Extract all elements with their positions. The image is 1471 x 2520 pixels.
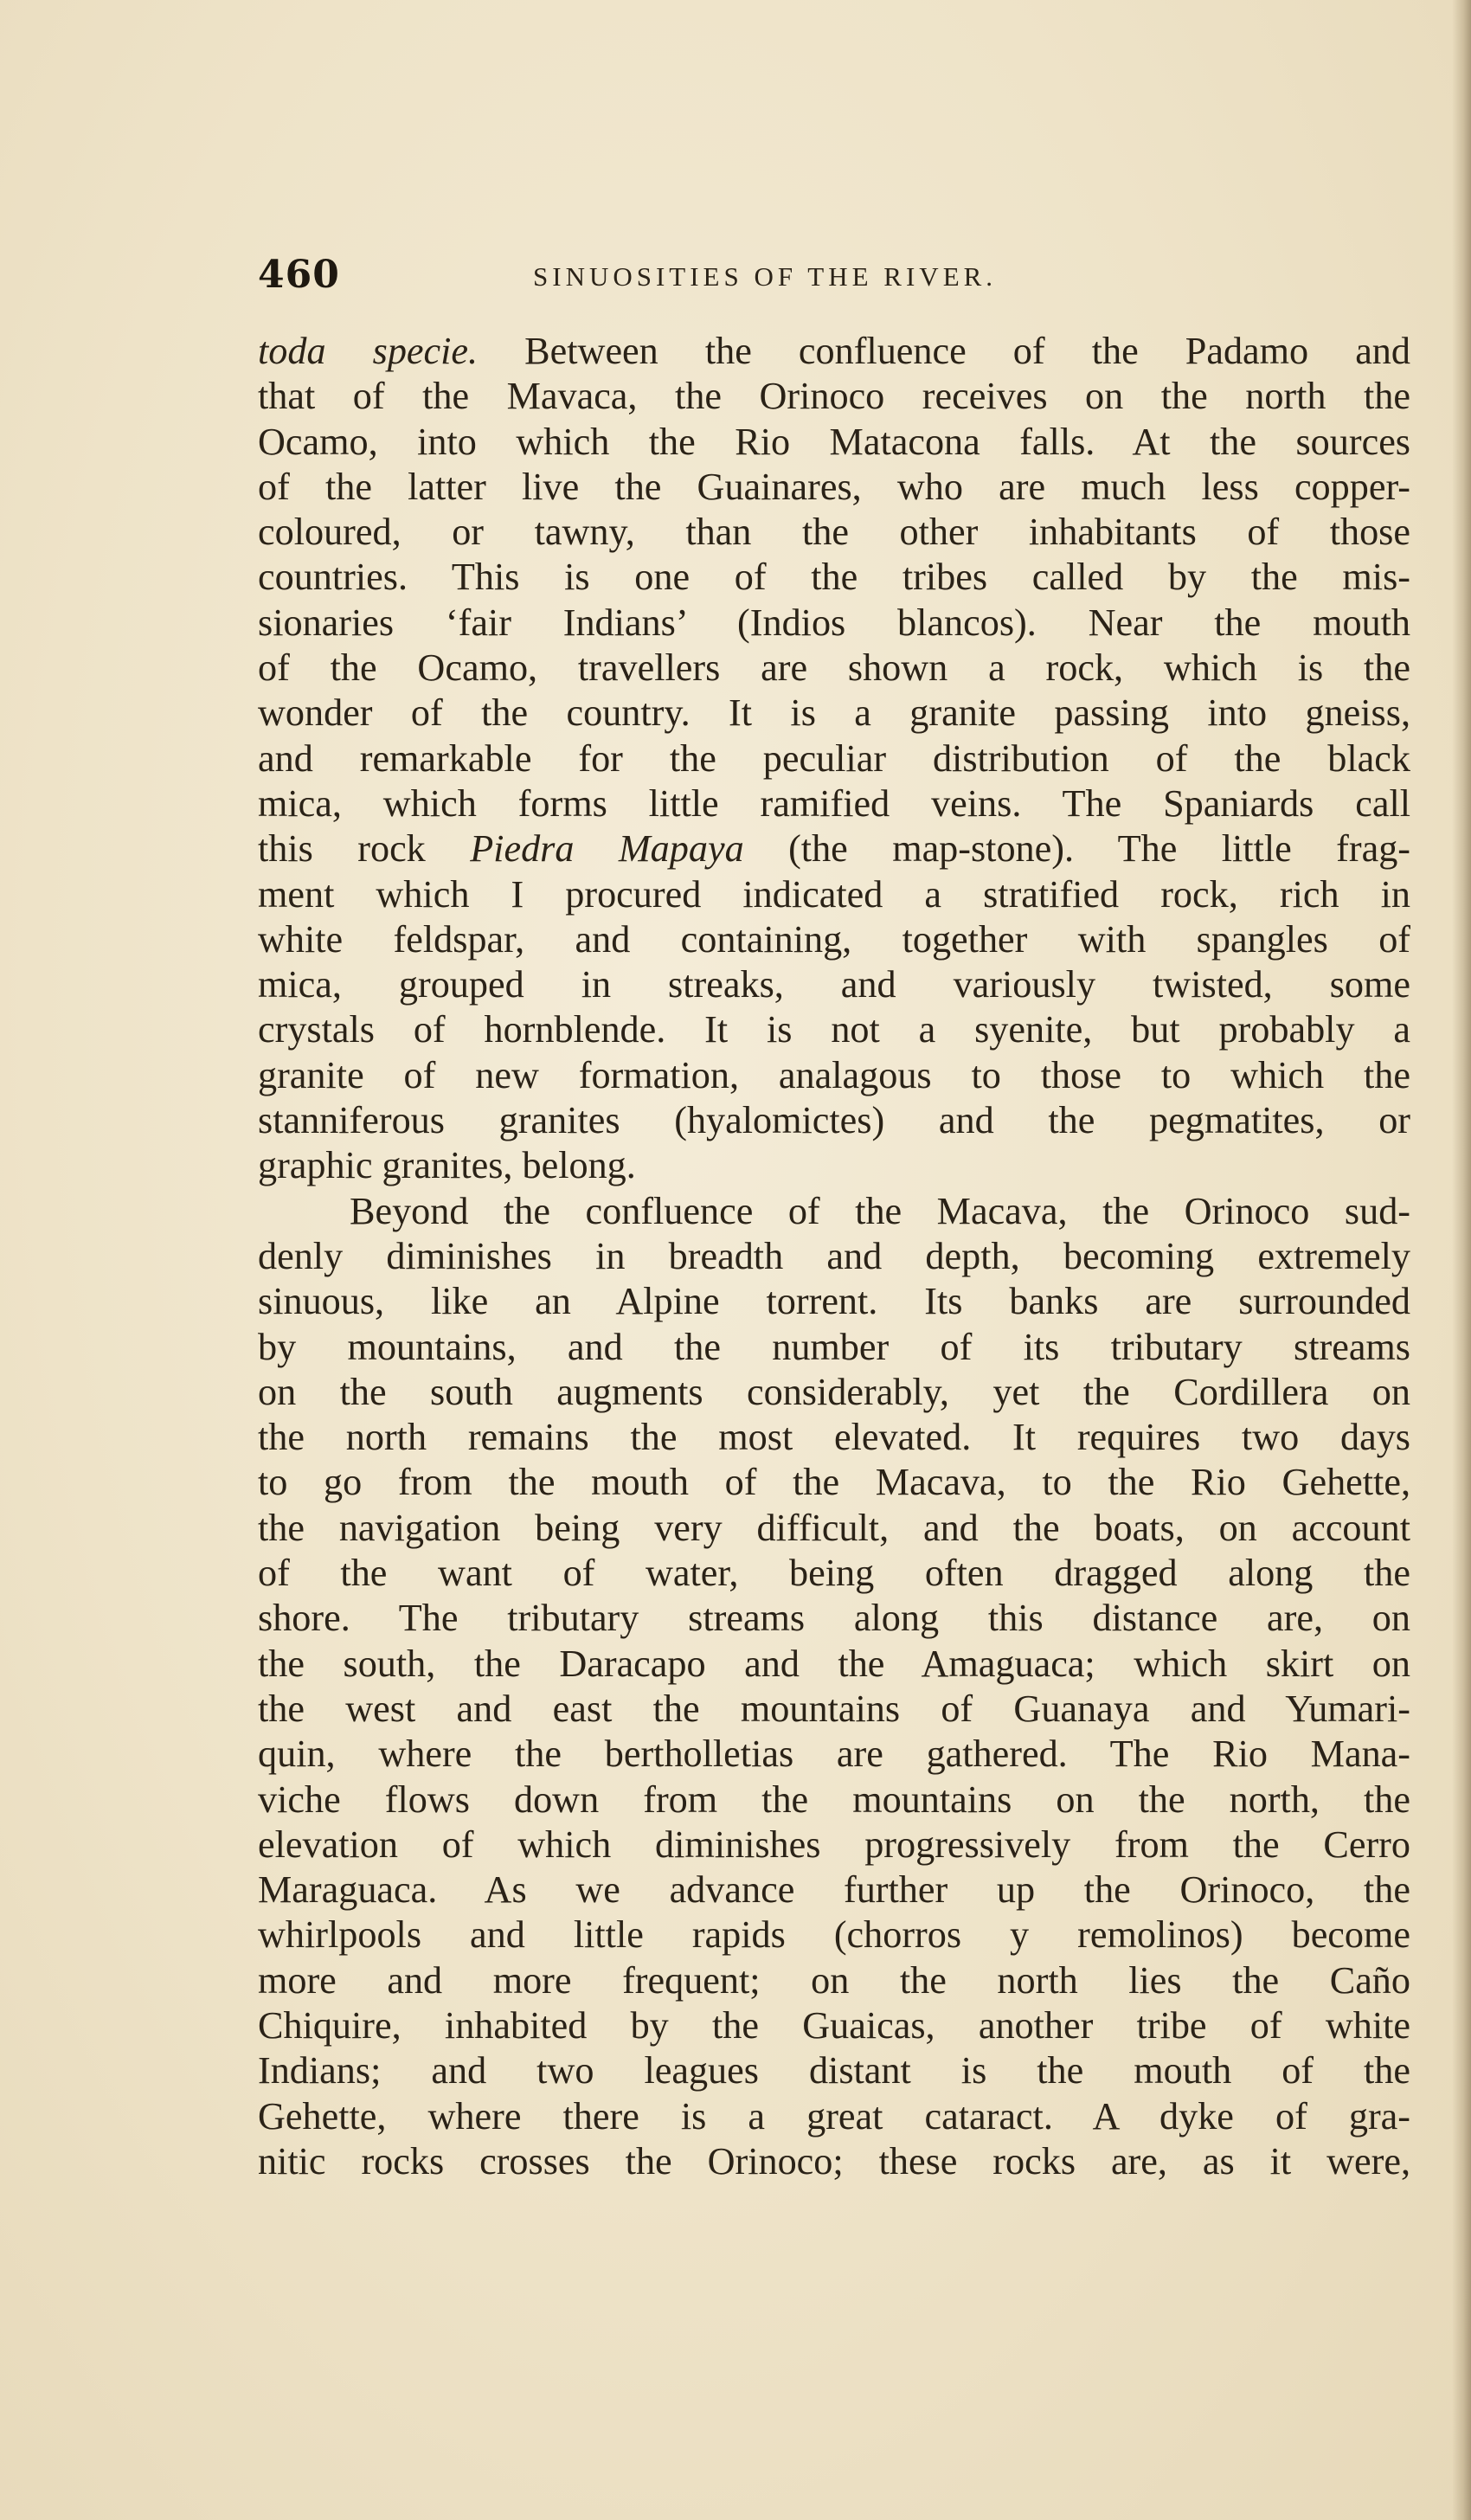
text-line: [258, 872, 1410, 917]
text-segment: mica, which forms little ramified veins. The Spaniards call: [258, 781, 1410, 825]
text-segment: Gehette, where there is a great cataract. A dyke of gra-: [258, 2094, 1410, 2138]
text-segment: elevation of which diminishes progressively from the Cerro: [258, 1822, 1410, 1866]
text-segment: this rock: [258, 827, 471, 871]
text-line: [258, 1370, 1410, 1415]
text-line: [258, 555, 1410, 600]
text-segment: mica, grouped in streaks, and variously twisted, some: [258, 963, 1410, 1006]
text-line: [258, 1098, 1410, 1143]
text-segment: Beyond the confluence of the Macava, the Orinoco sud-: [350, 1189, 1410, 1232]
text-segment: crystals of hornblende. It is not a syenite, but probably a: [258, 1008, 1410, 1051]
body-text: [258, 329, 1410, 2184]
text-line: [258, 1189, 1410, 1234]
text-line: [258, 329, 1410, 374]
text-line: [258, 1642, 1410, 1687]
text-segment: white feldspar, and containing, together with spangles of: [258, 917, 1410, 961]
text-line: [258, 1958, 1410, 2003]
text-segment: of the Ocamo, travellers are shown a rock, which is the: [258, 646, 1410, 690]
text-segment: ment which I procured indicated a stratified rock, rich in: [258, 872, 1410, 916]
text-line: [258, 1460, 1410, 1505]
text-segment: on the south augments considerably, yet the Cordillera on: [258, 1370, 1410, 1413]
text-line: [258, 962, 1410, 1007]
text-segment: the west and east the mountains of Guanaya and Yumari-: [258, 1687, 1410, 1730]
text-line: [258, 1506, 1410, 1551]
text-segment: graphic granites, belong.: [258, 1144, 636, 1187]
text-line: [258, 1143, 1410, 1188]
text-line: [258, 1053, 1410, 1098]
text-segment: granite of new formation, analagous to those to which the: [258, 1053, 1410, 1096]
text-line: [258, 1912, 1410, 1958]
text-segment: the north remains the most elevated. It requires two days: [258, 1416, 1410, 1459]
text-segment: the south, the Daracapo and the Amaguaca; which skirt on: [258, 1642, 1410, 1685]
text-line: [258, 1325, 1410, 1370]
text-segment: (the map-stone). The little frag-: [743, 827, 1411, 871]
text-line: [258, 1007, 1410, 1052]
text-segment: nitic rocks crosses the Orinoco; these rocks are, as it were,: [258, 2139, 1410, 2182]
text-line: [258, 2048, 1410, 2093]
text-line: [258, 1415, 1410, 1460]
text-segment: and remarkable for the peculiar distribution of the black: [258, 736, 1410, 780]
text-line: [258, 420, 1410, 465]
text-line: [258, 1732, 1410, 1777]
text-segment: Maraguaca. As we advance further up the Orinoco, the: [258, 1868, 1410, 1912]
text-segment: Indians; and two leagues distant is the mouth of the: [258, 2049, 1410, 2092]
text-segment: that of the Mavaca, the Orinoco receives on the north the: [258, 375, 1410, 418]
text-line: [258, 1234, 1410, 1279]
text-segment: to go from the mouth of the Macava, to the Rio Gehette,: [258, 1461, 1410, 1504]
text-segment: the navigation being very difficult, and the boats, on account: [258, 1506, 1410, 1549]
page-header: [258, 253, 1409, 305]
text-line: [258, 510, 1410, 555]
text-segment: more and more frequent; on the north lies the Caño: [258, 1958, 1410, 2002]
text-line: [258, 2003, 1410, 2048]
text-line: [258, 465, 1410, 510]
text-segment: sionaries ‘fair Indians’ (Indios blancos). Near the mouth: [258, 601, 1410, 644]
text-segment: of the latter live the Guainares, who are much less copper-: [258, 465, 1410, 508]
text-line: [258, 1551, 1410, 1596]
page-edge-shadow: [1452, 0, 1471, 2520]
text-segment: wonder of the country. It is a granite passing into gneiss,: [258, 691, 1410, 735]
text-line: [258, 1778, 1410, 1822]
text-segment: stanniferous granites (hyalomictes) and the pegmatites, or: [258, 1099, 1410, 1142]
italic-text: Piedra Mapaya: [470, 827, 744, 871]
text-line: [258, 691, 1410, 736]
text-segment: quin, where the bertholletias are gathered. The Rio Mana-: [258, 1732, 1410, 1776]
text-line: [258, 917, 1410, 962]
text-line: [258, 781, 1410, 826]
text-line: [258, 1822, 1410, 1868]
text-line: [258, 374, 1410, 419]
text-line: [258, 646, 1410, 691]
text-line: [258, 2139, 1410, 2184]
text-segment: Between the confluence of the Padamo and: [478, 330, 1410, 372]
text-line: [258, 601, 1410, 646]
text-segment: by mountains, and the number of its tributary streams: [258, 1325, 1410, 1368]
text-line: [258, 2094, 1410, 2139]
italic-text: toda specie.: [258, 330, 479, 372]
text-segment: countries. This is one of the tribes called by the mis-: [258, 556, 1410, 599]
text-segment: Chiquire, inhabited by the Guaicas, another tribe of white: [258, 2003, 1410, 2047]
text-line: [258, 1868, 1410, 1912]
text-segment: denly diminishes in breadth and depth, becoming extremely: [258, 1234, 1410, 1277]
text-segment: shore. The tributary streams along this distance are, on: [258, 1597, 1410, 1640]
text-line: [258, 736, 1410, 781]
page-number: 460: [258, 253, 340, 297]
text-segment: whirlpools and little rapids (chorros y remolinos) become: [258, 1913, 1410, 1957]
text-segment: of the want of water, being often dragged along the: [258, 1552, 1410, 1595]
text-segment: sinuous, like an Alpine torrent. Its banks are surrounded: [258, 1280, 1410, 1323]
text-segment: Ocamo, into which the Rio Matacona falls. At the sources: [258, 420, 1410, 463]
text-line: [258, 1687, 1410, 1732]
running-title: SINUOSITIES OF THE RIVER.: [533, 261, 998, 292]
text-line: [258, 1279, 1410, 1324]
text-segment: viche flows down from the mountains on the north, the: [258, 1778, 1410, 1821]
text-line: [258, 1596, 1410, 1641]
text-segment: coloured, or tawny, than the other inhabitants of those: [258, 511, 1410, 554]
text-line: [258, 826, 1410, 871]
